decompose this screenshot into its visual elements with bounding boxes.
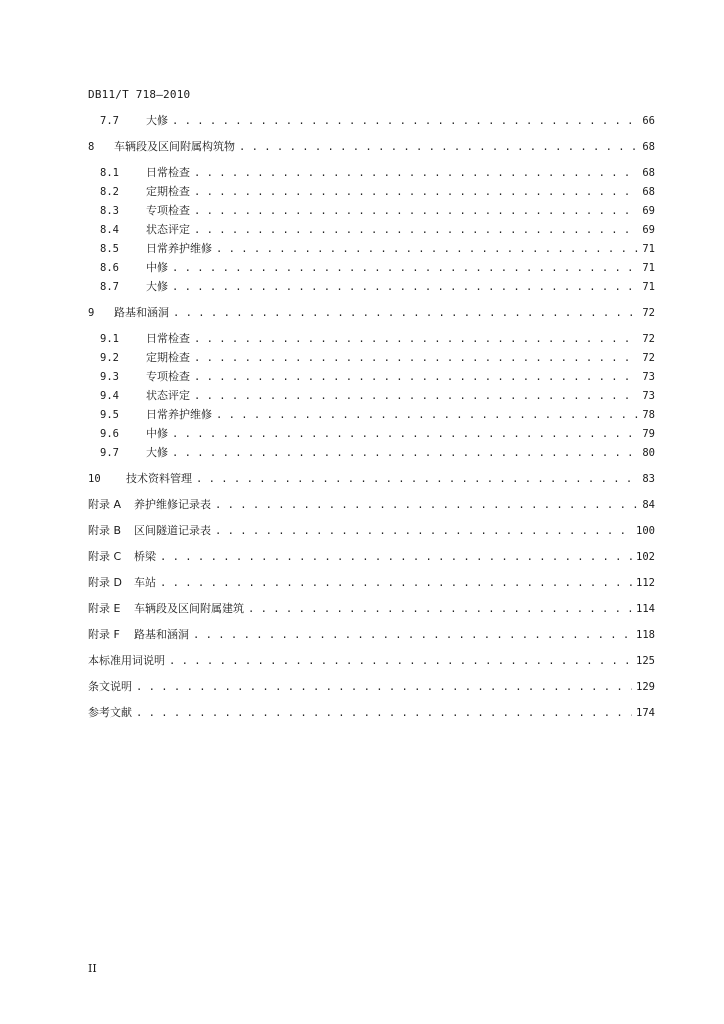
toc-entry-page: 100 <box>636 525 655 537</box>
toc-entry-page: 78 <box>642 409 655 421</box>
toc-entry[interactable] <box>100 183 655 201</box>
toc-entry-number: 8.5 <box>100 243 119 255</box>
toc-entry-title: 日常检查 <box>146 332 190 345</box>
document-code-header: DB11/T 718—2010 <box>88 88 191 101</box>
toc-entry-number: 8.3 <box>100 205 119 217</box>
toc-entry-page: 129 <box>636 681 655 693</box>
toc-entry-number: 9.3 <box>100 371 119 383</box>
toc-entry-page: 69 <box>642 205 655 217</box>
toc-entry-title: 大修 <box>146 114 168 127</box>
toc-entry-title: 条文说明 <box>88 680 132 693</box>
toc-entry-title: 技术资料管理 <box>126 472 192 485</box>
toc-entry[interactable] <box>100 368 655 386</box>
toc-entry[interactable] <box>100 387 655 405</box>
toc-leader-dots <box>172 262 638 274</box>
toc-leader-dots <box>160 577 632 589</box>
toc-entry-title: 大修 <box>146 446 168 459</box>
toc-leader-dots <box>136 681 632 693</box>
toc-entry-number: 9 <box>88 307 95 319</box>
toc-entry-number: 附录 D <box>88 576 122 589</box>
toc-entry-number: 10 <box>88 473 101 485</box>
toc-entry-page: 66 <box>642 115 655 127</box>
toc-entry[interactable] <box>100 259 655 277</box>
toc-entry[interactable] <box>88 138 655 156</box>
toc-entry-page: 73 <box>642 390 655 402</box>
toc-entry-number: 8.4 <box>100 224 119 236</box>
toc-entry-title: 专项检查 <box>146 370 190 383</box>
toc-entry-title: 专项检查 <box>146 204 190 217</box>
toc-entry-number: 附录 E <box>88 602 121 615</box>
toc-entry-title: 状态评定 <box>146 389 190 402</box>
toc-entry-page: 72 <box>642 352 655 364</box>
toc-entry-title: 参考文献 <box>88 706 132 719</box>
toc-leader-dots <box>160 551 632 563</box>
toc-entry-page: 72 <box>642 307 655 319</box>
toc-entry[interactable] <box>88 470 655 488</box>
toc-entry[interactable] <box>88 522 655 540</box>
toc-leader-dots <box>194 224 638 236</box>
toc-entry-page: 68 <box>642 141 655 153</box>
toc-entry-number: 9.6 <box>100 428 119 440</box>
toc-entry[interactable] <box>88 496 655 514</box>
toc-entry[interactable] <box>88 704 655 722</box>
toc-leader-dots <box>173 307 638 319</box>
toc-entry[interactable] <box>88 574 655 592</box>
toc-leader-dots <box>136 707 632 719</box>
toc-entry-number: 7.7 <box>100 115 119 127</box>
toc-leader-dots <box>248 603 632 615</box>
toc-entry-number: 9.2 <box>100 352 119 364</box>
toc-entry-page: 114 <box>636 603 655 615</box>
toc-leader-dots <box>216 243 638 255</box>
toc-entry-page: 83 <box>642 473 655 485</box>
toc-entry-title: 区间隧道记录表 <box>134 524 211 537</box>
toc-entry-number: 附录 B <box>88 524 122 537</box>
toc-entry-number: 8 <box>88 141 95 153</box>
toc-entry-title: 车站 <box>134 576 156 589</box>
toc-entry-number: 9.7 <box>100 447 119 459</box>
toc-entry-title: 状态评定 <box>146 223 190 236</box>
toc-entry[interactable] <box>100 330 655 348</box>
toc-entry-number: 8.7 <box>100 281 119 293</box>
toc-entry[interactable] <box>88 304 655 322</box>
toc-entry-number: 附录 F <box>88 628 120 641</box>
toc-entry-number: 8.2 <box>100 186 119 198</box>
toc-leader-dots <box>216 409 638 421</box>
toc-leader-dots <box>172 115 638 127</box>
toc-leader-dots <box>169 655 632 667</box>
toc-entry-page: 80 <box>642 447 655 459</box>
toc-entry-page: 68 <box>642 186 655 198</box>
toc-entry[interactable] <box>100 406 655 424</box>
toc-entry[interactable] <box>88 600 655 618</box>
toc-entry-page: 71 <box>642 262 655 274</box>
toc-entry-title: 中修 <box>146 427 168 440</box>
toc-entry-page: 69 <box>642 224 655 236</box>
toc-leader-dots <box>194 333 638 345</box>
toc-entry-title: 定期检查 <box>146 185 190 198</box>
toc-leader-dots <box>194 371 638 383</box>
toc-entry[interactable] <box>88 678 655 696</box>
toc-entry-page: 112 <box>636 577 655 589</box>
toc-entry-title: 路基和涵洞 <box>114 306 169 319</box>
toc-entry-page: 73 <box>642 371 655 383</box>
toc-entry-number: 附录 C <box>88 550 122 563</box>
toc-leader-dots <box>196 473 638 485</box>
toc-leader-dots <box>215 499 638 511</box>
toc-entry-number: 9.5 <box>100 409 119 421</box>
toc-entry[interactable] <box>88 548 655 566</box>
toc-leader-dots <box>193 629 632 641</box>
toc-entry[interactable] <box>100 425 655 443</box>
toc-leader-dots <box>172 447 638 459</box>
toc-entry-title: 车辆段及区间附属构筑物 <box>114 140 235 153</box>
toc-entry[interactable] <box>100 221 655 239</box>
toc-entry-number: 附录 A <box>88 498 122 511</box>
toc-entry-page: 71 <box>642 243 655 255</box>
toc-entry-title: 桥梁 <box>134 550 156 563</box>
toc-leader-dots <box>215 525 632 537</box>
toc-leader-dots <box>172 281 638 293</box>
toc-leader-dots <box>194 352 638 364</box>
toc-entry[interactable] <box>100 112 655 130</box>
toc-entry-page: 118 <box>636 629 655 641</box>
toc-leader-dots <box>194 167 638 179</box>
toc-entry-title: 日常检查 <box>146 166 190 179</box>
toc-leader-dots <box>194 205 638 217</box>
toc-entry[interactable] <box>88 652 655 670</box>
toc-entry-page: 125 <box>636 655 655 667</box>
toc-entry-page: 102 <box>636 551 655 563</box>
toc-entry-page: 84 <box>642 499 655 511</box>
toc-entry[interactable] <box>100 240 655 258</box>
toc-entry-title: 定期检查 <box>146 351 190 364</box>
toc-entry[interactable] <box>100 349 655 367</box>
toc-entry[interactable] <box>100 202 655 220</box>
toc-entry-number: 8.6 <box>100 262 119 274</box>
toc-entry[interactable] <box>100 164 655 182</box>
toc-leader-dots <box>172 428 638 440</box>
toc-entry-title: 日常养护维修 <box>146 408 212 421</box>
toc-entry-title: 中修 <box>146 261 168 274</box>
toc-leader-dots <box>194 186 638 198</box>
toc-entry-page: 79 <box>642 428 655 440</box>
toc-entry-page: 68 <box>642 167 655 179</box>
toc-entry-title: 大修 <box>146 280 168 293</box>
page-number-footer: II <box>88 962 97 975</box>
toc-entry-page: 71 <box>642 281 655 293</box>
toc-entry[interactable] <box>88 626 655 644</box>
toc-entry-number: 9.4 <box>100 390 119 402</box>
toc-entry-title: 日常养护维修 <box>146 242 212 255</box>
toc-entry-title: 车辆段及区间附属建筑 <box>134 602 244 615</box>
toc-entry-page: 174 <box>636 707 655 719</box>
toc-entry[interactable] <box>100 278 655 296</box>
toc-entry-title: 养护维修记录表 <box>134 498 211 511</box>
toc-entry[interactable] <box>100 444 655 462</box>
toc-entry-title: 本标准用词说明 <box>88 654 165 667</box>
toc-leader-dots <box>239 141 638 153</box>
toc-entry-number: 9.1 <box>100 333 119 345</box>
toc-entry-page: 72 <box>642 333 655 345</box>
toc-entry-number: 8.1 <box>100 167 119 179</box>
toc-entry-title: 路基和涵洞 <box>134 628 189 641</box>
toc-leader-dots <box>194 390 638 402</box>
